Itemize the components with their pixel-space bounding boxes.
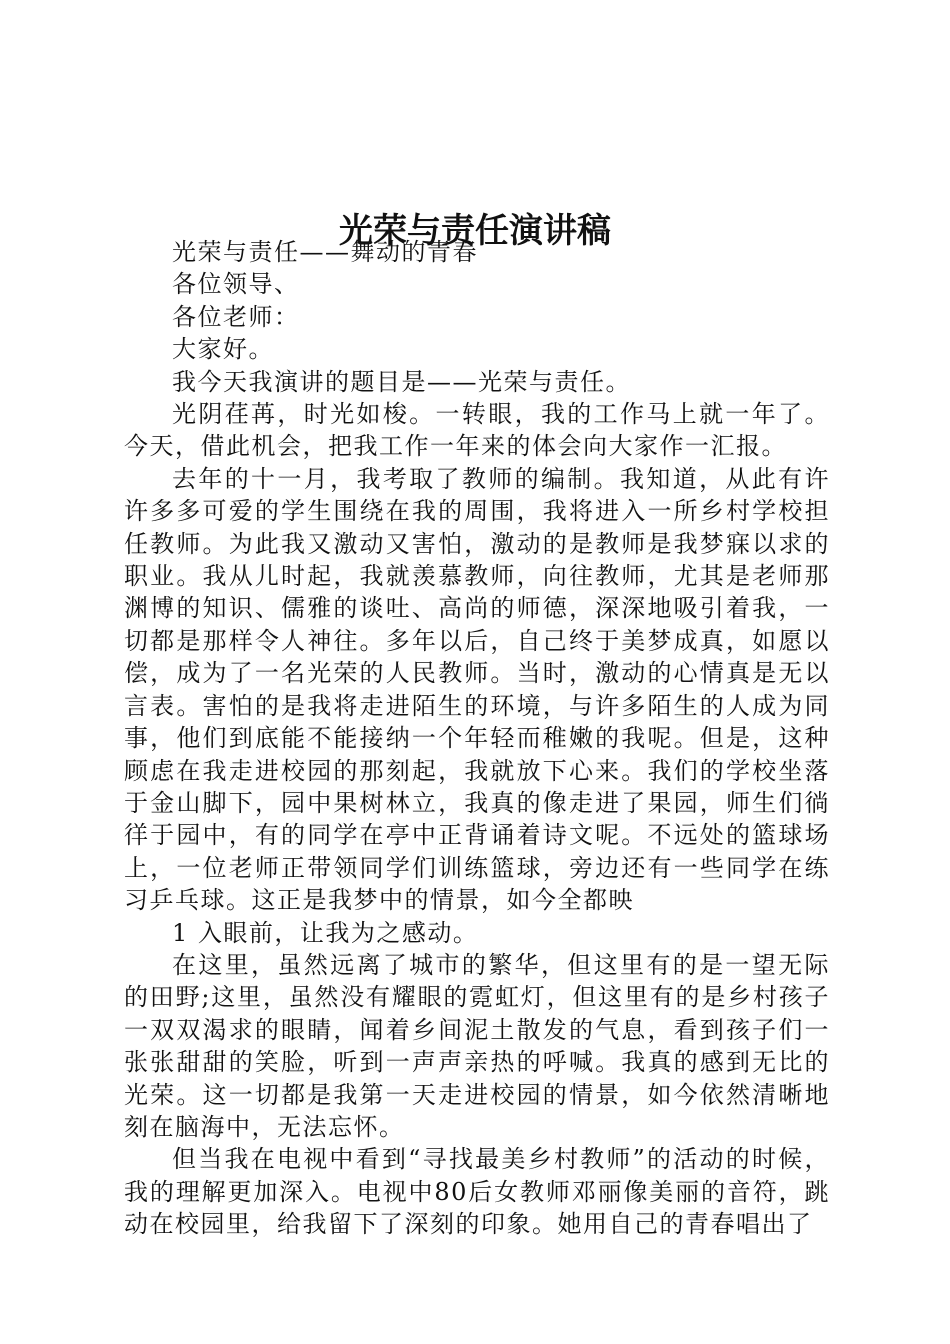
paragraph: 去年的十一月，我考取了教师的编制。我知道，从此有许许多多可爱的学生围绕在我的周围，我将进入一所乡村学校担任教师。为此我又激动又害怕，激动的是教师是我梦寐以求的职业。我从儿时起，我就羡慕教师，向往教师，尤其是老师那渊博的知识、儒雅的谈吐、高尚的师德，深深地吸引着我，一切都是那样令人神往。多年以后，自己终于美梦成真，如愿以偿，成为了一名光荣的人民教师。当时，激动的心情真是无以言表。害怕的是我将走进陌生的环境，与许多陌生的人成为同事，他们到底能不能接纳一个年轻而稚嫩的我呢。但是，这种顾虑在我走进校园的那刻起，我就放下心来。我们的学校坐落于金山脚下，园中果树林立，我真的像走进了果园，师生们徜徉于园中，有的同学在亭中正背诵着诗文呢。不远处的篮球场上，一位老师正带领同学们训练篮球，旁边还有一些同学在练习乒乓球。这正是我梦中的情景，如今全都映	[124, 464, 830, 915]
paragraph: 光阴荏苒，时光如梭。一转眼，我的工作马上就一年了。今天，借此机会，把我工作一年来的体会向大家作一汇报。	[124, 400, 830, 461]
paragraph: 我今天我演讲的题目是——光荣与责任。	[172, 367, 631, 396]
paragraph: 但当我在电视中看到“寻找最美乡村教师”的活动的时候，我的理解更加深入。电视中80后女教师邓丽像美丽的音符，跳动在校园里，给我留下了深刻的印象。她用自己的青春唱出了	[124, 1145, 830, 1239]
document-body	[124, 236, 830, 1241]
paragraph: 各位老师：	[172, 302, 300, 331]
document-title: 光荣与责任演讲稿	[339, 210, 611, 251]
paragraph: 在这里，虽然远离了城市的繁华，但这里有的是一望无际的田野;这里，虽然没有耀眼的霓虹灯，但这里有的是乡村孩子一双双渴求的眼睛，闻着乡间泥土散发的气息，看到孩子们一张张甜甜的笑脸，听到一声声亲热的呼喊。我真的感到无比的光荣。这一切都是我第一天走进校园的情景，如今依然清晰地刻在脑海中，无法忘怀。	[124, 950, 830, 1141]
paragraph: 各位领导、	[172, 270, 300, 299]
paragraph: 1 入眼前，让我为之感动。	[172, 918, 479, 947]
paragraph: 光荣与责任——舞动的青春	[172, 238, 478, 266]
paragraph: 大家好。	[172, 335, 274, 364]
